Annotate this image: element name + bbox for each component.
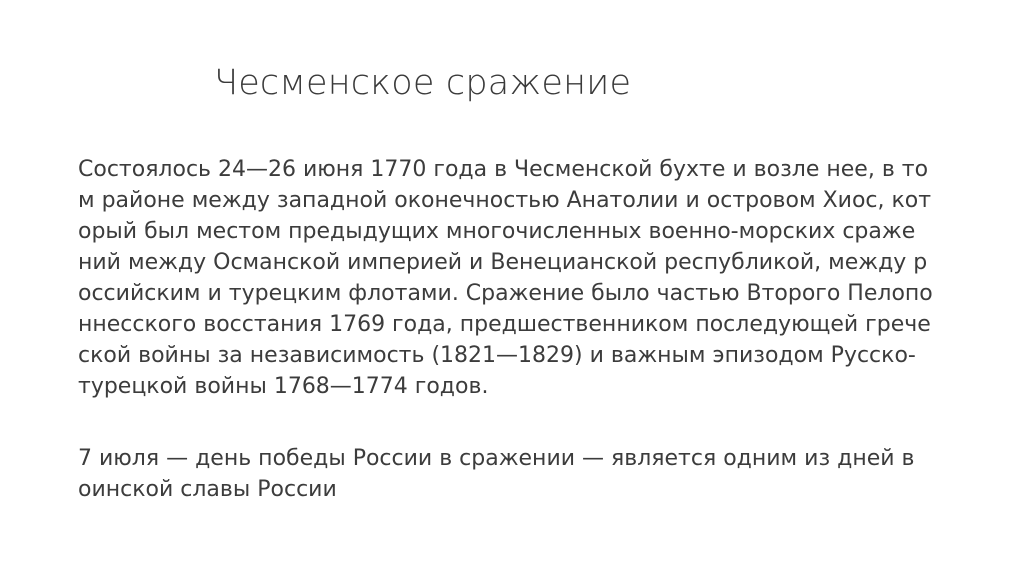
paragraph-line: турецкой войны 1768—1774 годов. [78,374,489,399]
paragraph-line: Состоялось 24—26 июня 1770 года в Чесменской бухте и возле нее, в то [78,157,929,182]
paragraph-line: ннесского восстания 1769 года, предшественником последующей грече [78,312,931,337]
paragraph-line: 7 июля — день победы России в сражении — является одним из дней в [78,446,915,471]
paragraph-line: м районе между западной оконечностью Анатолии и островом Хиос, кот [78,188,932,213]
paragraph-line: ний между Османской империей и Венецианской республикой, между р [78,250,928,275]
paragraph-military-glory-day [78,443,948,505]
paragraph-spacer [78,402,948,443]
slide-title: Чесменское сражение [214,63,632,103]
slide-body [78,154,948,505]
paragraph-battle-description [78,154,948,402]
paragraph-line: оссийским и турецким флотами. Сражение было частью Второго Пелопо [78,281,933,306]
paragraph-line: орый был местом предыдущих многочисленных военно-морских сраже [78,219,916,244]
paragraph-line: оинской славы России [78,477,337,502]
paragraph-line: ской войны за независимость (1821—1829) и важным эпизодом Русско- [78,343,916,368]
